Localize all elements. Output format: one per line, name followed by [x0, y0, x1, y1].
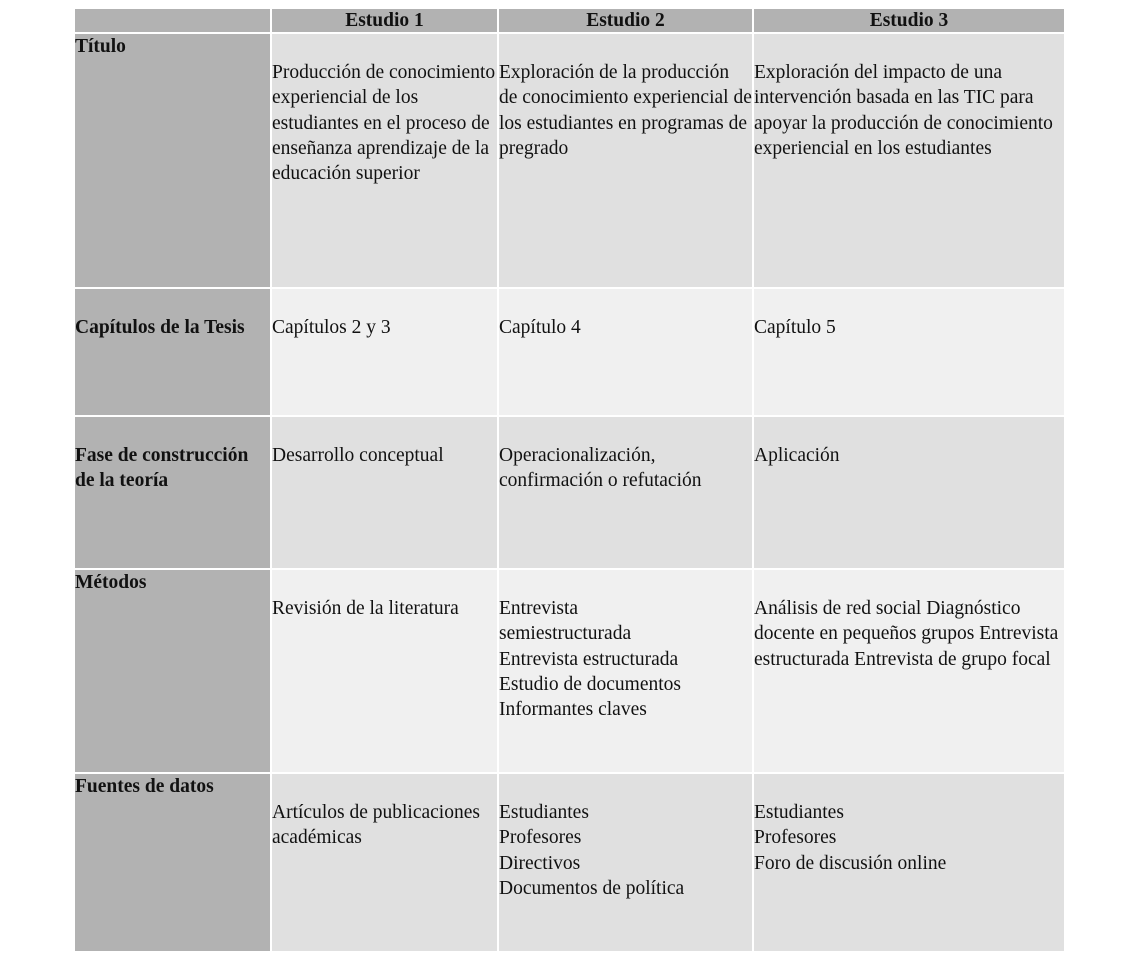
row-label-metodos: Métodos — [74, 569, 271, 773]
fuentes-item: Profesores — [754, 827, 837, 849]
cell-fase-estudio-2: Operacionalización, confirmación o refutación — [498, 416, 753, 569]
cell-fuentes-estudio-1: Artículos de publicaciones académicas — [271, 773, 498, 952]
header-estudio-3: Estudio 3 — [753, 8, 1065, 33]
fuentes-item: Foro de discusión online — [754, 852, 947, 874]
table-row-titulo — [74, 33, 1065, 288]
fuentes-item: Estudiantes — [754, 802, 844, 823]
row-label-capitulos: Capítulos de la Tesis — [74, 288, 271, 416]
fuentes-item: Directivos — [499, 852, 581, 874]
row-label-titulo: Título — [74, 33, 271, 288]
cell-metodos-estudio-3: Análisis de red social Diagnóstico docente en pequeños grupos Entrevista estructurada Entrevista de grupo focal — [753, 569, 1065, 773]
metodos-item: Entrevista estructurada — [499, 648, 679, 670]
metodos-item: Informantes claves — [499, 699, 647, 721]
cell-metodos-estudio-2 — [498, 569, 753, 773]
row-label-fase: Fase de construcción de la teoría — [74, 416, 271, 569]
table-row-fuentes — [74, 773, 1065, 952]
cell-fuentes-estudio-3 — [753, 773, 1065, 952]
header-corner — [74, 8, 271, 33]
metodos-item: semiestructurada — [499, 623, 632, 645]
cell-titulo-estudio-2: Exploración de la producción de conocimiento experiencial de los estudiantes en programas de pregrado — [498, 33, 753, 288]
cell-fuentes-estudio-2 — [498, 773, 753, 952]
cell-capitulos-estudio-1: Capítulos 2 y 3 — [271, 288, 498, 416]
metodos-item: Entrevista — [499, 598, 579, 619]
header-row — [74, 8, 1065, 33]
study-comparison-table — [73, 7, 1066, 953]
fuentes-item: Profesores — [499, 827, 582, 849]
metodos-item: Estudio de documentos — [499, 673, 681, 695]
table-row-capitulos — [74, 288, 1065, 416]
cell-fase-estudio-3: Aplicación — [753, 416, 1065, 569]
header-estudio-1: Estudio 1 — [271, 8, 498, 33]
cell-titulo-estudio-3: Exploración del impacto de una intervención basada en las TIC para apoyar la producción de conocimiento experiencial en los estudiantes — [753, 33, 1065, 288]
row-label-fuentes: Fuentes de datos — [74, 773, 271, 952]
cell-fase-estudio-1: Desarrollo conceptual — [271, 416, 498, 569]
table-row-fase — [74, 416, 1065, 569]
header-estudio-2: Estudio 2 — [498, 8, 753, 33]
table-row-metodos — [74, 569, 1065, 773]
cell-titulo-estudio-1: Producción de conocimiento experiencial de los estudiantes en el proceso de enseñanza aprendizaje de la educación superior — [271, 33, 498, 288]
fuentes-item: Documentos de política — [499, 877, 685, 899]
fuentes-item: Estudiantes — [499, 802, 589, 823]
cell-capitulos-estudio-2: Capítulo 4 — [498, 288, 753, 416]
cell-metodos-estudio-1: Revisión de la literatura — [271, 569, 498, 773]
cell-capitulos-estudio-3: Capítulo 5 — [753, 288, 1065, 416]
